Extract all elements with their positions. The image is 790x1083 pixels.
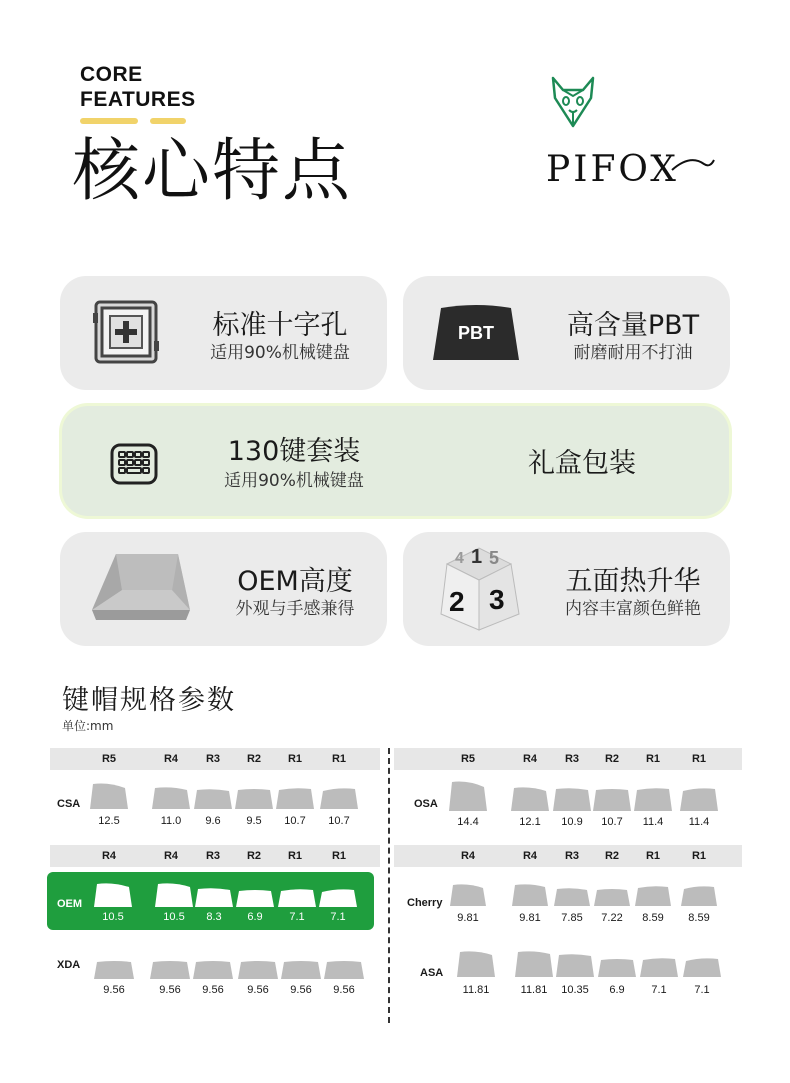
profile-name-xda: XDA: [57, 959, 81, 971]
height-value: 11.4: [642, 816, 664, 828]
keycap-profile-shape: [280, 960, 322, 980]
row-label: R1: [691, 753, 707, 765]
height-value: 10.7: [328, 815, 350, 827]
keycap-profile-shape: [597, 958, 637, 978]
feature-subtitle: 耐磨耐用不打油: [573, 343, 693, 363]
height-value: 9.56: [333, 984, 355, 996]
keycap-profile-shape: [237, 960, 279, 980]
keycap-profile-shape: [234, 788, 274, 810]
feature-title: 五面热升华: [565, 566, 701, 597]
feature-title: 标准十字孔: [212, 310, 348, 341]
height-value: 11.0: [160, 815, 182, 827]
row-label: R2: [246, 753, 262, 765]
height-value: 10.7: [284, 815, 306, 827]
feature-subtitle: 内容丰富颜色鲜艳: [565, 599, 701, 619]
profile-name-csa: CSA: [57, 798, 81, 810]
row-label: R3: [564, 850, 580, 862]
keycap-profile-shape: [154, 882, 194, 908]
height-value: 9.56: [247, 984, 269, 996]
height-value: 7.1: [694, 984, 710, 996]
height-value: 7.1: [651, 984, 667, 996]
accent-bar-right: [150, 118, 186, 124]
cube-digit-3: 3: [489, 584, 505, 615]
pbt-badge-icon: [431, 302, 521, 362]
height-value: 10.35: [561, 984, 589, 996]
height-value: 9.56: [103, 984, 125, 996]
feature-title: OEM高度: [237, 566, 353, 597]
row-label: R4: [522, 850, 538, 862]
row-label: R2: [604, 850, 620, 862]
cross-stem-icon: [93, 299, 159, 365]
keycap-profile-shape: [449, 883, 487, 907]
feature-card-set-and-gift: [62, 406, 729, 516]
keycap-profile-shape: [149, 960, 191, 980]
row-label: R1: [691, 850, 707, 862]
row-label: R5: [460, 753, 476, 765]
keycap-profile-shape: [151, 786, 191, 810]
row-label: R3: [564, 753, 580, 765]
profile-name-oem: OEM: [57, 898, 83, 910]
profile-name-asa: ASA: [420, 967, 444, 979]
core-label-line2: FEATURES: [80, 88, 196, 111]
keycap-profile-shape: [323, 960, 365, 980]
brand-wordmark: PIFOX: [546, 149, 679, 190]
row-label: R4: [163, 850, 179, 862]
row-label: R1: [287, 850, 303, 862]
height-value: 8.3: [206, 911, 222, 923]
keycap-profile-shape: [634, 885, 672, 907]
row-label: R3: [205, 850, 221, 862]
row-label: R2: [604, 753, 620, 765]
keyboard-icon: [110, 443, 158, 485]
feature-card-pbt: [403, 276, 730, 390]
accent-bar-left: [80, 118, 138, 124]
keycap-profile-shape: [680, 885, 718, 907]
height-value: 10.5: [163, 911, 185, 923]
keycap-profile-shape: [553, 887, 591, 907]
height-value: 7.1: [330, 911, 346, 923]
height-value: 7.22: [601, 912, 623, 924]
keycap-profile-shape: [456, 950, 496, 978]
height-value: 9.56: [202, 984, 224, 996]
height-value: 10.9: [561, 816, 583, 828]
keycap-profile-shape: [275, 787, 315, 810]
pbt-badge-text: PBT: [458, 323, 494, 343]
keycap-profile-shape: [592, 788, 632, 812]
keycap-profile-shape: [552, 787, 592, 812]
keycap-profile-shape: [193, 788, 233, 810]
height-value: 12.5: [98, 815, 120, 827]
spec-unit-label: 单位:mm: [62, 719, 114, 733]
row-label: R2: [246, 850, 262, 862]
keycap-profile-shape: [448, 780, 488, 812]
cube-digit-5: 5: [489, 548, 500, 568]
cube-digit-1: 1: [471, 546, 483, 568]
keycap-profile-shape: [511, 883, 549, 907]
height-value: 8.59: [642, 912, 664, 924]
keycap-profile-shape: [633, 787, 673, 812]
keycap-profile-shape: [593, 888, 631, 907]
height-value: 12.1: [519, 816, 541, 828]
row-label: R4: [101, 850, 117, 862]
height-value: 14.4: [457, 816, 479, 828]
feature-subtitle: 适用90%机械键盘: [210, 343, 350, 363]
keycap-profile-icon: [86, 550, 196, 630]
profile-name-osa: OSA: [414, 798, 438, 810]
height-value: 7.85: [561, 912, 583, 924]
row-label: R4: [522, 753, 538, 765]
row-label: R4: [460, 850, 476, 862]
keycap-profile-shape: [679, 787, 719, 812]
height-value: 10.5: [102, 911, 124, 923]
profile-name-cherry: Cherry: [407, 897, 443, 909]
height-value: 11.4: [688, 816, 710, 828]
feature-title: 高含量PBT: [566, 310, 700, 341]
height-value: 9.81: [519, 912, 541, 924]
keycap-profile-shape: [89, 782, 129, 810]
fox-head-icon: [549, 74, 597, 130]
keycap-profile-shape: [192, 960, 234, 980]
keycap-profile-shape: [510, 786, 550, 812]
feature-subtitle: 外观与手感兼得: [235, 599, 355, 619]
row-label: R1: [645, 753, 661, 765]
height-value: 9.5: [246, 815, 262, 827]
row-label: R1: [645, 850, 661, 862]
keycap-profile-shape: [194, 887, 234, 908]
keycap-profile-shape: [235, 889, 275, 908]
keycap-profile-shape: [93, 882, 133, 908]
feature-card-dye-sub: [403, 532, 730, 646]
row-label: R5: [101, 753, 117, 765]
keycap-profile-shape: [639, 957, 679, 978]
height-value: 9.56: [290, 984, 312, 996]
feature-subtitle: 适用90%机械键盘: [224, 471, 364, 491]
gift-box-title: 礼盒包装: [528, 448, 636, 479]
dye-sub-cube-icon: [433, 544, 525, 634]
height-value: 11.81: [462, 984, 490, 996]
keycap-profile-shape: [93, 960, 135, 980]
spec-section-title: 键帽规格参数: [62, 685, 236, 716]
height-value: 9.81: [457, 912, 479, 924]
feature-card-oem-height: [60, 532, 387, 646]
height-value: 9.6: [205, 815, 221, 827]
row-label: R4: [163, 753, 179, 765]
cube-digit-2: 2: [449, 586, 465, 617]
page-title: 核心特点: [72, 132, 353, 211]
feature-title: 130键套装: [227, 436, 361, 467]
core-label-line1: CORE: [80, 63, 143, 86]
height-value: 6.9: [247, 911, 263, 923]
height-value: 7.1: [289, 911, 305, 923]
keycap-profile-shape: [318, 888, 358, 908]
height-value: 8.59: [688, 912, 710, 924]
row-label: R1: [331, 753, 347, 765]
feature-card-cross-stem: [60, 276, 387, 390]
keycap-profile-shape: [555, 953, 595, 978]
height-value: 11.81: [520, 984, 548, 996]
keycap-profile-shape: [319, 787, 359, 810]
row-label: R1: [287, 753, 303, 765]
row-label: R1: [331, 850, 347, 862]
keycap-profile-shape: [277, 888, 317, 908]
height-value: 9.56: [159, 984, 181, 996]
brand-tail-icon: [670, 150, 716, 180]
keycap-profile-shape: [682, 957, 722, 978]
height-value: 10.7: [601, 816, 623, 828]
row-label: R3: [205, 753, 221, 765]
table-divider: [388, 748, 390, 1023]
height-value: 6.9: [609, 984, 625, 996]
cube-digit-4: 4: [455, 550, 464, 567]
keycap-profile-shape: [514, 950, 554, 978]
core-features-label: [80, 62, 196, 112]
